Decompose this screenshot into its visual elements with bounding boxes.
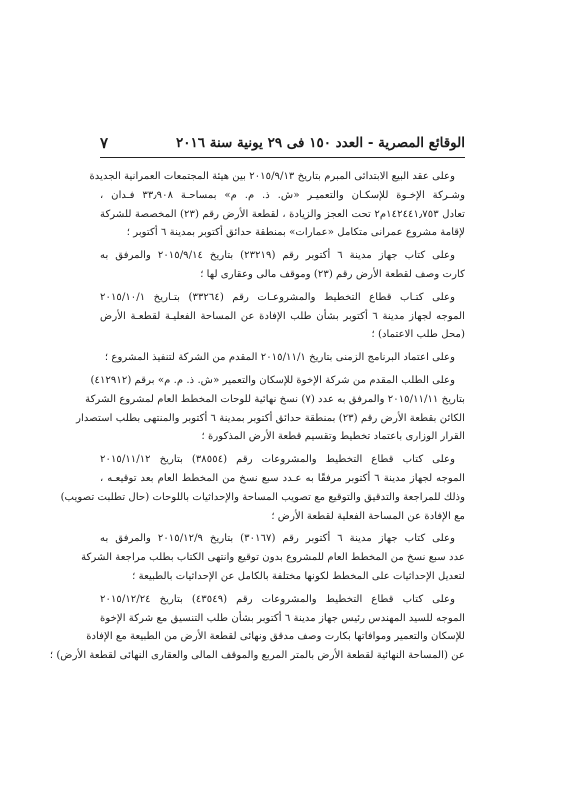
paragraph-line: وعلى كتاب جهاز مدينة ٦ أكتوبر رقم (٢٣٢١٩) بتاريخ ٢٠١٥/٩/١٤ والمرفق به	[100, 250, 455, 262]
paragraph-line: كارت وصف لقطعة الأرض رقم (٢٣) وموقف مالى وعقارى لها ؛	[200, 268, 465, 280]
paragraph-planning-letter-area	[100, 289, 465, 345]
paragraph-line: وعلى اعتماد البرنامج الزمنى بتاريخ ٢٠١٥/١١/١ المقدم من الشركة لتنفيذ المشروع ؛	[104, 352, 455, 364]
page-header	[100, 132, 465, 154]
paragraph-line: وذلك للمراجعة والتدقيق والتوقيع مع تصويب المساحة والإحداثيات باللوحات (حال تطلبت تصويب)	[60, 491, 465, 503]
paragraph-timeline-approval	[100, 349, 465, 368]
paragraph-line: وعلى كتـاب قطاع التخطيط والمشروعـات رقم (٣٣٢٦٤) بتـاريخ ٢٠١٥/١٠/١	[100, 291, 456, 303]
paragraph-line: لإقامة مشروع عمرانى متكامل «عمارات» بمنطقة حدائق أكتوبر بمدينة ٦ أكتوبر ؛	[126, 227, 465, 239]
paragraph-city-letter-coordinates	[81, 530, 465, 586]
page-number: ٧	[100, 134, 109, 152]
paragraph-line: عدد سبع نسخ من المخطط العام للمشروع بدون توقيع وانتهى الكتاب بطلب مراجعة الشركة	[81, 552, 465, 564]
paragraph-line: وشـركة الإخـوة للإسكـان والتعميـر «ش. ذ. م. م» بمساحـة ٣٣٫٩٠٨ فـدان ،	[100, 189, 465, 201]
paragraph-line: وعلى الطلب المقدم من شركة الإخوة للإسكان والتعمير «ش. ذ. م. م» برقم (٤١٢٩١٢)	[90, 374, 455, 386]
paragraph-city-letter-site-card	[100, 247, 465, 285]
paragraph-line: الموجه لجهاز مدينة ٦ أكتوبر بشأن طلب الإفادة عن المساحة الفعليـة لقطعـة الأرض	[100, 310, 465, 322]
paragraph-line: (محل طلب الاعتماد) ؛	[371, 329, 465, 341]
paragraph-planning-letter-coordination	[49, 591, 466, 666]
paragraph-line: الموجه للسيد المهندس رئيس جهاز مدينة ٦ أكتوبر بشأن طلب التنسيق مع شركة الإخوة	[100, 612, 466, 624]
paragraph-sale-contract	[89, 168, 466, 243]
paragraph-line: الكائن بقطعة الأرض رقم (٢٣) بمنطقة حدائق أكتوبر بمدينة ٦ أكتوبر والمنتهى بطلب استصدار	[76, 412, 465, 424]
paragraph-line: وعلى كتاب قطاع التخطيط والمشروعات رقم (٣٨٥٥٤) بتاريخ ٢٠١٥/١١/١٢	[100, 454, 455, 466]
document-body	[49, 168, 466, 670]
paragraph-line: لتعديل الإحداثيات على المخطط لكونها مختلفة بالكامل عن الإحداثيات بالطبيعة ؛	[132, 570, 465, 582]
paragraph-line: بتاريخ ٢٠١٥/١١/١١ والمرفق به عدد (٧) نسخ نهائية للوحات المخطط العام لمشروع الشركة	[85, 393, 465, 405]
paragraph-planning-letter-review	[60, 451, 465, 526]
paragraph-line: مع الإفادة عن المساحة الفعلية لقطعة الأرض ؛	[271, 510, 465, 522]
paragraph-line: وعلى كتاب جهاز مدينة ٦ أكتوبر رقم (٣٠١٦٧) بتاريخ ٢٠١٥/١٢/٩ والمرفق به	[100, 533, 455, 545]
gazette-header-title: الوقائع المصرية - العدد ١٥٠ فى ٢٩ يونية سنة ٢٠١٦	[176, 135, 465, 151]
paragraph-line: القرار الوزارى باعتماد تخطيط وتقسيم قطعة الأرض المذكورة ؛	[201, 431, 465, 443]
paragraph-line: وعلى عقد البيع الابتدائى المبرم بتاريخ ٢٠١٥/٩/١٣ بين هيئة المجتمعات العمرانية الجديدة	[89, 171, 455, 182]
paragraph-line: وعلى كتاب قطاع التخطيط والمشروعات رقم (٤٣٥٤٩) بتاريخ ٢٠١٥/١٢/٢٤	[100, 593, 455, 605]
paragraph-line: الموجه لجهاز مدينة ٦ أكتوبر مرفقًا به عـدد سبع نسخ من المخطط العام بعد توقيعـه ،	[100, 472, 465, 484]
paragraph-line: تعادل ١٤٢٤٤١٫٧٥٣م٢ تحت العجز والزيادة ، لقطعة الأرض رقم (٢٣) المخصصة للشركة	[100, 208, 466, 220]
paragraph-company-request	[76, 372, 465, 447]
paragraph-line: للإسكان والتعمير وموافاتها بكارت وصف مدقق ونهائى لقطعة الأرض من الطبيعة مع الإفادة	[86, 631, 465, 643]
header-divider	[100, 157, 465, 158]
paragraph-line: عن (المساحة النهائية لقطعة الأرض بالمتر المربع والموقف المالى والعقارى النهائى لقطعة الأرض) ؛	[49, 650, 465, 662]
